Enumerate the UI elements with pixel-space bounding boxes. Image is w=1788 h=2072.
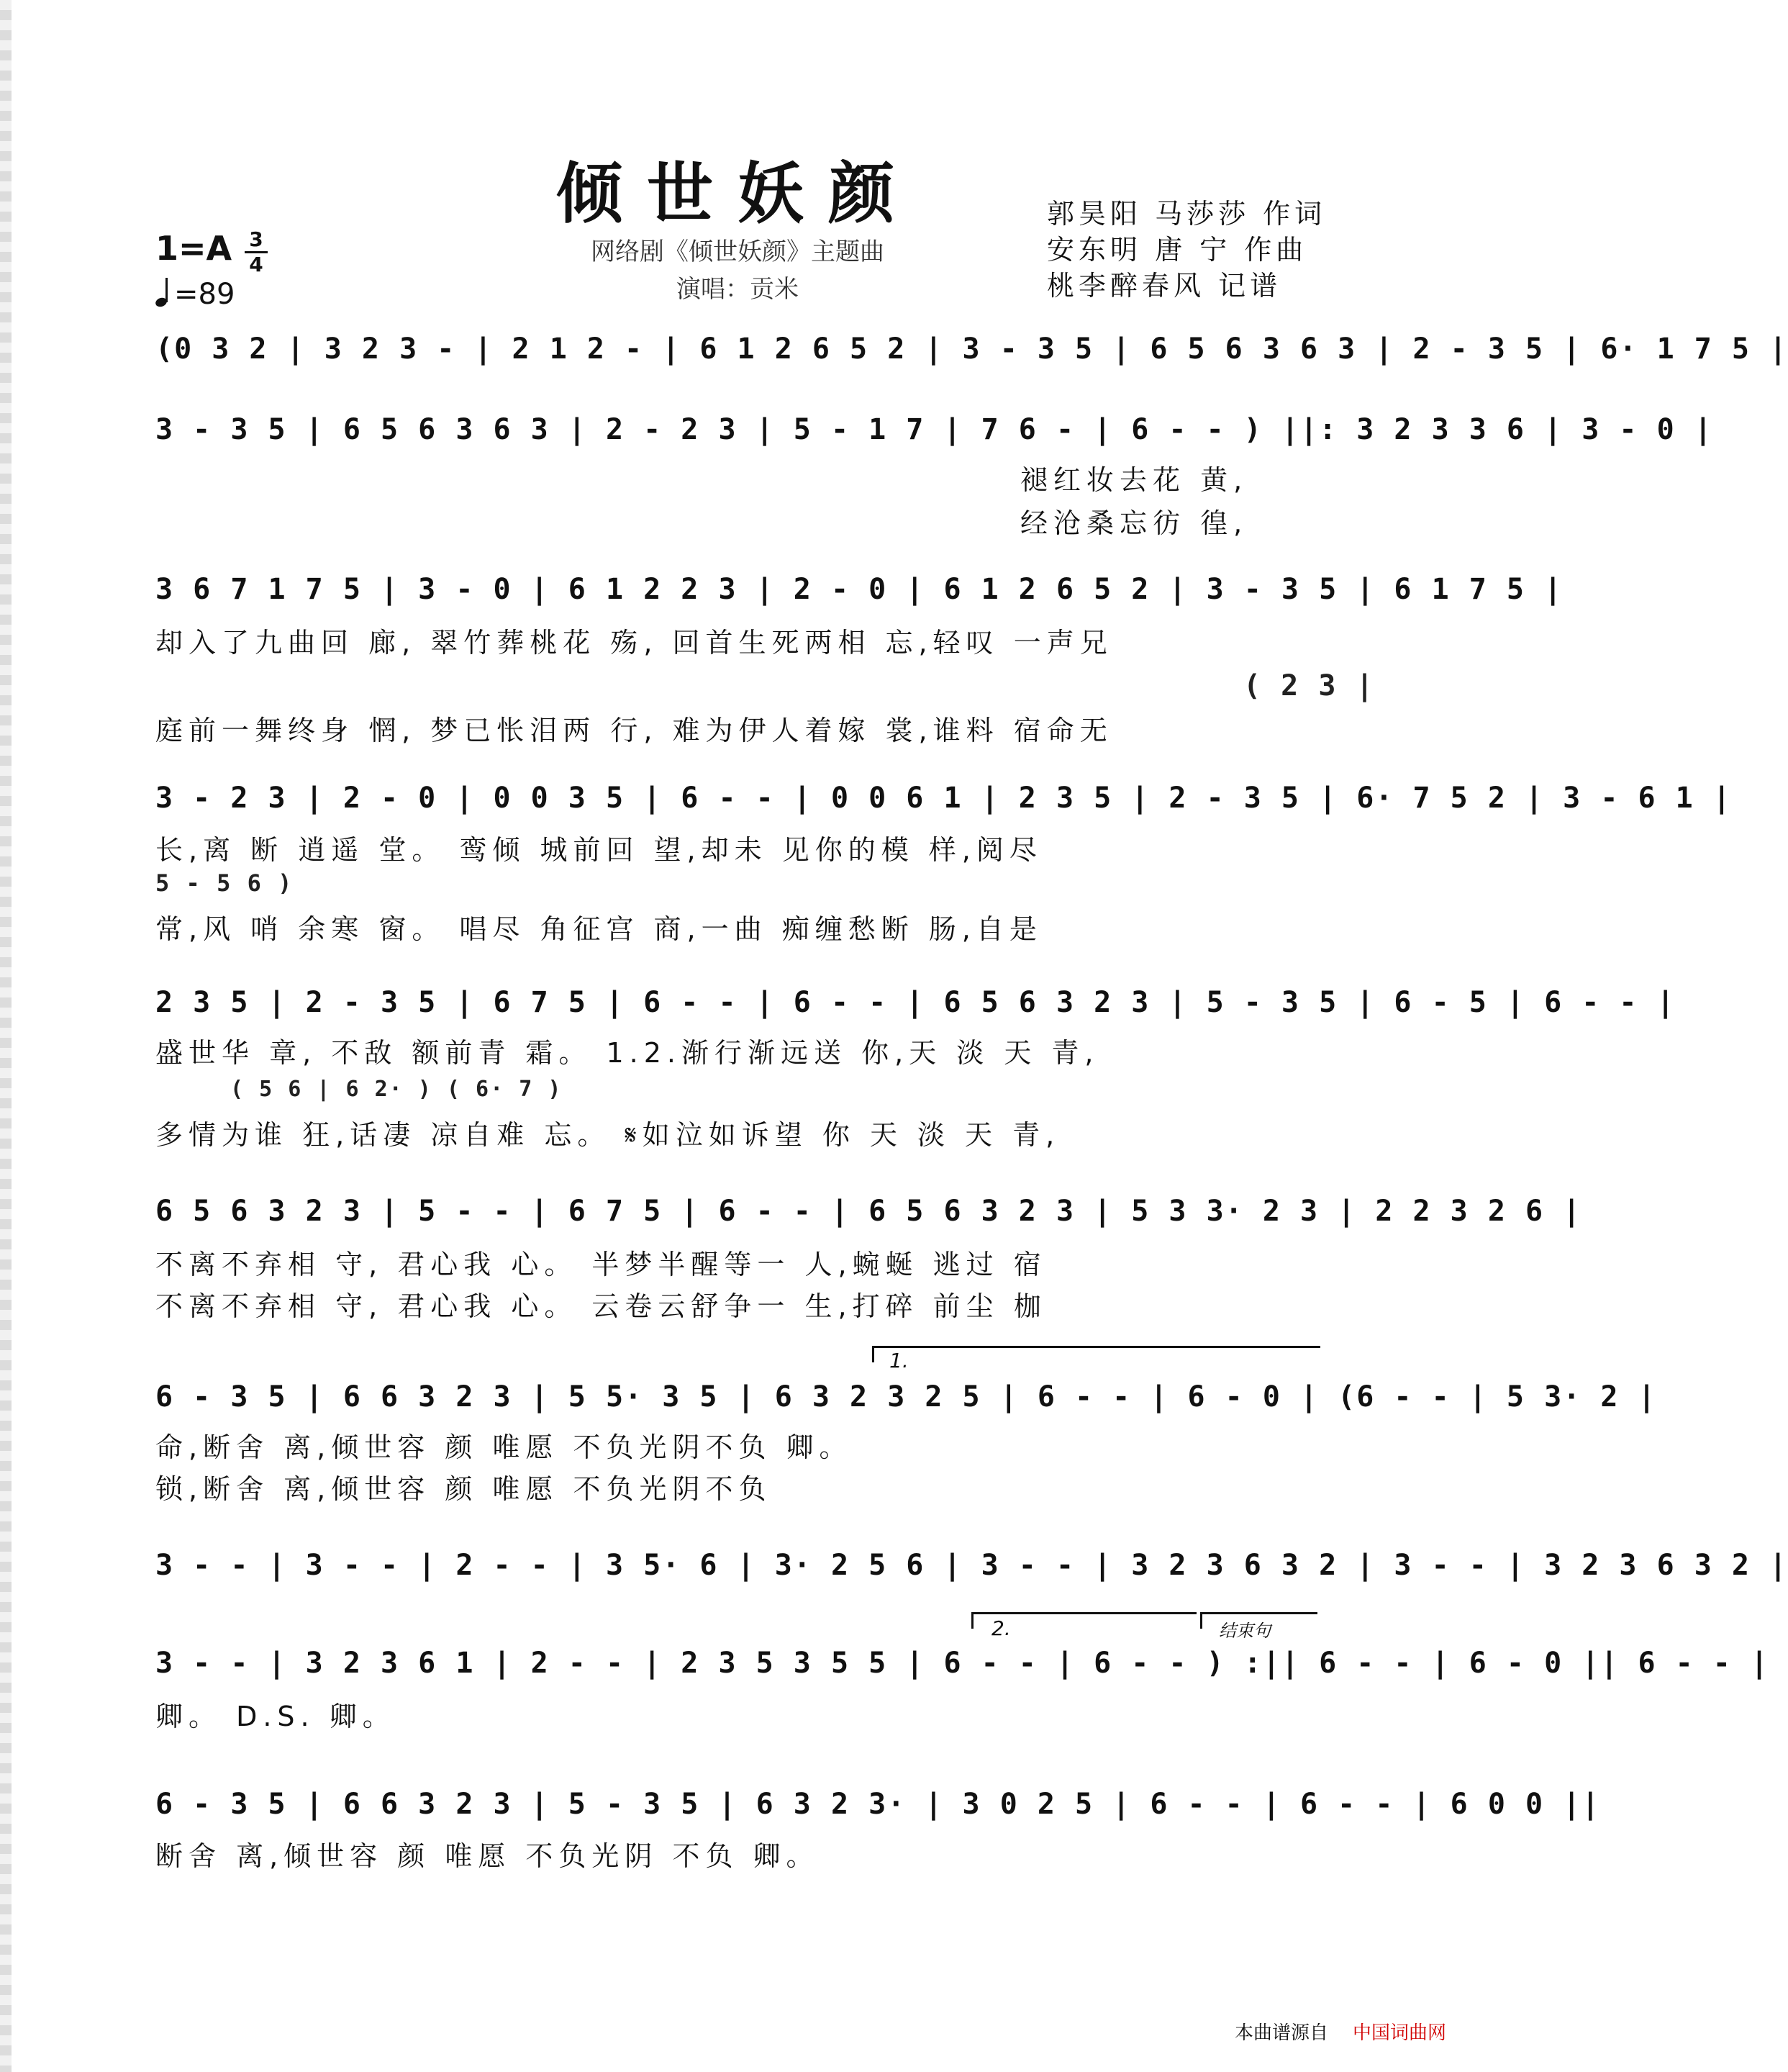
tempo-marking: [155, 278, 235, 311]
lyric-line-6a: 不离不弃相 守, 君心我 心。 半梦半醒等一 人,蜿蜒 逃过 宿: [155, 1249, 1047, 1280]
score-line-4: 3 - 2 3 | 2 - 0 | 0 0 3 5 | 6 - - | 0 0 6 1 | 2 3 5 | 2 - 3 5 | 6· 7 5 2 | 3 - 6 1 |: [155, 782, 1732, 815]
ending-1-bracket: [872, 1346, 1320, 1362]
score-line-3: 3 6 7 1 7 5 | 3 - 0 | 6 1 2 2 3 | 2 - 0 | 6 1 2 6 5 2 | 3 - 3 5 | 6 1 7 5 |: [155, 573, 1564, 606]
lyric-line-6b: 不离不弃相 守, 君心我 心。 云卷云舒争一 生,打碎 前尘 枷: [155, 1290, 1047, 1322]
score-line-4-extra: 5 - 5 6 ): [155, 869, 294, 897]
lyric-line-4b: 常,风 哨 余寒 窗。 唱尽 角征宫 商,一曲 痴缠愁断 肠,自是: [155, 913, 1043, 945]
coda-label: 结束句: [1219, 1621, 1271, 1641]
time-signature: [245, 229, 268, 276]
lyric-line-3b: 庭前一舞终身 惘, 梦已怅泪两 行, 难为伊人着嫁 裳,谁料 宿命无: [155, 715, 1113, 746]
footer-source: 本曲谱源自: [1235, 2022, 1329, 2044]
quarter-note-icon: [155, 278, 171, 307]
lyric-line-2a: 褪红妆去花 黄,: [1020, 464, 1248, 496]
tempo-value: =89: [174, 278, 235, 311]
lyric-line-5a: 盛世华 章, 不敌 额前青 霜。 1.2.渐行渐远送 你,天 淡 天 青,: [155, 1037, 1099, 1069]
score-line-10: 6 - 3 5 | 6 6 3 2 3 | 5 - 3 5 | 6 3 2 3· | 3 0 2 5 | 6 - - | 6 - - | 6 0 0 ||: [155, 1788, 1601, 1821]
score-line-7: 6 - 3 5 | 6 6 3 2 3 | 5 5· 3 5 | 6 3 2 3 2 5 | 6 - - | 6 - 0 | (6 - - | 5 3· 2 |: [155, 1380, 1657, 1413]
lyric-line-4a: 长,离 断 逍遥 堂。 鸾倾 城前回 望,却未 见你的模 样,阅尽: [155, 834, 1043, 866]
score-line-3-extra: ( 2 3 |: [1243, 669, 1375, 702]
score-line-5: 2 3 5 | 2 - 3 5 | 6 7 5 | 6 - - | 6 - - | 6 5 6 3 2 3 | 5 - 3 5 | 6 - 5 | 6 - - |: [155, 986, 1676, 1019]
lyric-line-3a: 却入了九曲回 廊, 翠竹葬桃花 殇, 回首生死两相 忘,轻叹 一声兄: [155, 627, 1113, 659]
time-sig-bottom: 4: [249, 253, 263, 276]
edge-watermark-strip: [0, 0, 12, 2072]
score-line-2: 3 - 3 5 | 6 5 6 3 6 3 | 2 - 2 3 | 5 - 1 7 | 7 6 - | 6 - - ) ||: 3 2 3 3 6 | 3 - 0 |: [155, 413, 1713, 446]
score-line-8: 3 - - | 3 - - | 2 - - | 3 5· 6 | 3· 2 5 6 | 3 - - | 3 2 3 6 3 2 | 3 - - | 3 2 3 6 3 2 |: [155, 1549, 1788, 1582]
score-line-5-extra: ( 5 6 | 6 2· ) ( 6· 7 ): [230, 1077, 563, 1102]
score-line-6: 6 5 6 3 2 3 | 5 - - | 6 7 5 | 6 - - | 6 5 6 3 2 3 | 5 3 3· 2 3 | 2 2 3 2 6 |: [155, 1195, 1582, 1228]
lyric-line-7a: 命,断舍 离,倾世容 颜 唯愿 不负光阴不负 卿。: [155, 1431, 853, 1463]
credit-lyricist: 郭昊阳 马莎莎 作词: [1047, 198, 1327, 230]
lyric-line-7b: 锁,断舍 离,倾世容 颜 唯愿 不负光阴不负: [155, 1473, 772, 1505]
credits: [1047, 196, 1450, 304]
score-line-1: (0 3 2 | 3 2 3 - | 2 1 2 - | 6 1 2 6 5 2 | 3 - 3 5 | 6 5 6 3 6 3 | 2 - 3 5 | 6· 1 7 5 |: [155, 332, 1788, 366]
time-sig-top: 3: [249, 227, 263, 251]
lyric-line-5b: 多情为谁 狂,话凄 凉自难 忘。 𝄋如泣如诉望 你 天 淡 天 青,: [155, 1119, 1061, 1151]
footer-site-link[interactable]: 中国词曲网: [1353, 2022, 1447, 2044]
lyric-line-2b: 经沧桑忘彷 徨,: [1020, 507, 1248, 539]
credit-transcriber: 桃李醉春风 记谱: [1047, 270, 1282, 302]
ending-2-label: 2.: [991, 1616, 1011, 1640]
subtitle: 网络剧《倾世妖颜》主题曲: [591, 237, 884, 266]
singer: 演唱：贡米: [676, 275, 799, 304]
credit-composer: 安东明 唐 宁 作曲: [1047, 234, 1308, 266]
key-signature: 1=A: [155, 229, 232, 268]
lyric-line-10: 断舍 离,倾世容 颜 唯愿 不负光阴 不负 卿。: [155, 1840, 820, 1872]
song-title: 倾世妖颜: [555, 155, 919, 232]
ending-1-label: 1.: [889, 1349, 909, 1372]
score-line-9: 3 - - | 3 2 3 6 1 | 2 - - | 2 3 5 3 5 5 | 6 - - | 6 - - ) :|| 6 - - | 6 - 0 || 6 - - |: [155, 1647, 1770, 1680]
lyric-line-9: 卿。 D.S. 卿。: [155, 1701, 396, 1732]
